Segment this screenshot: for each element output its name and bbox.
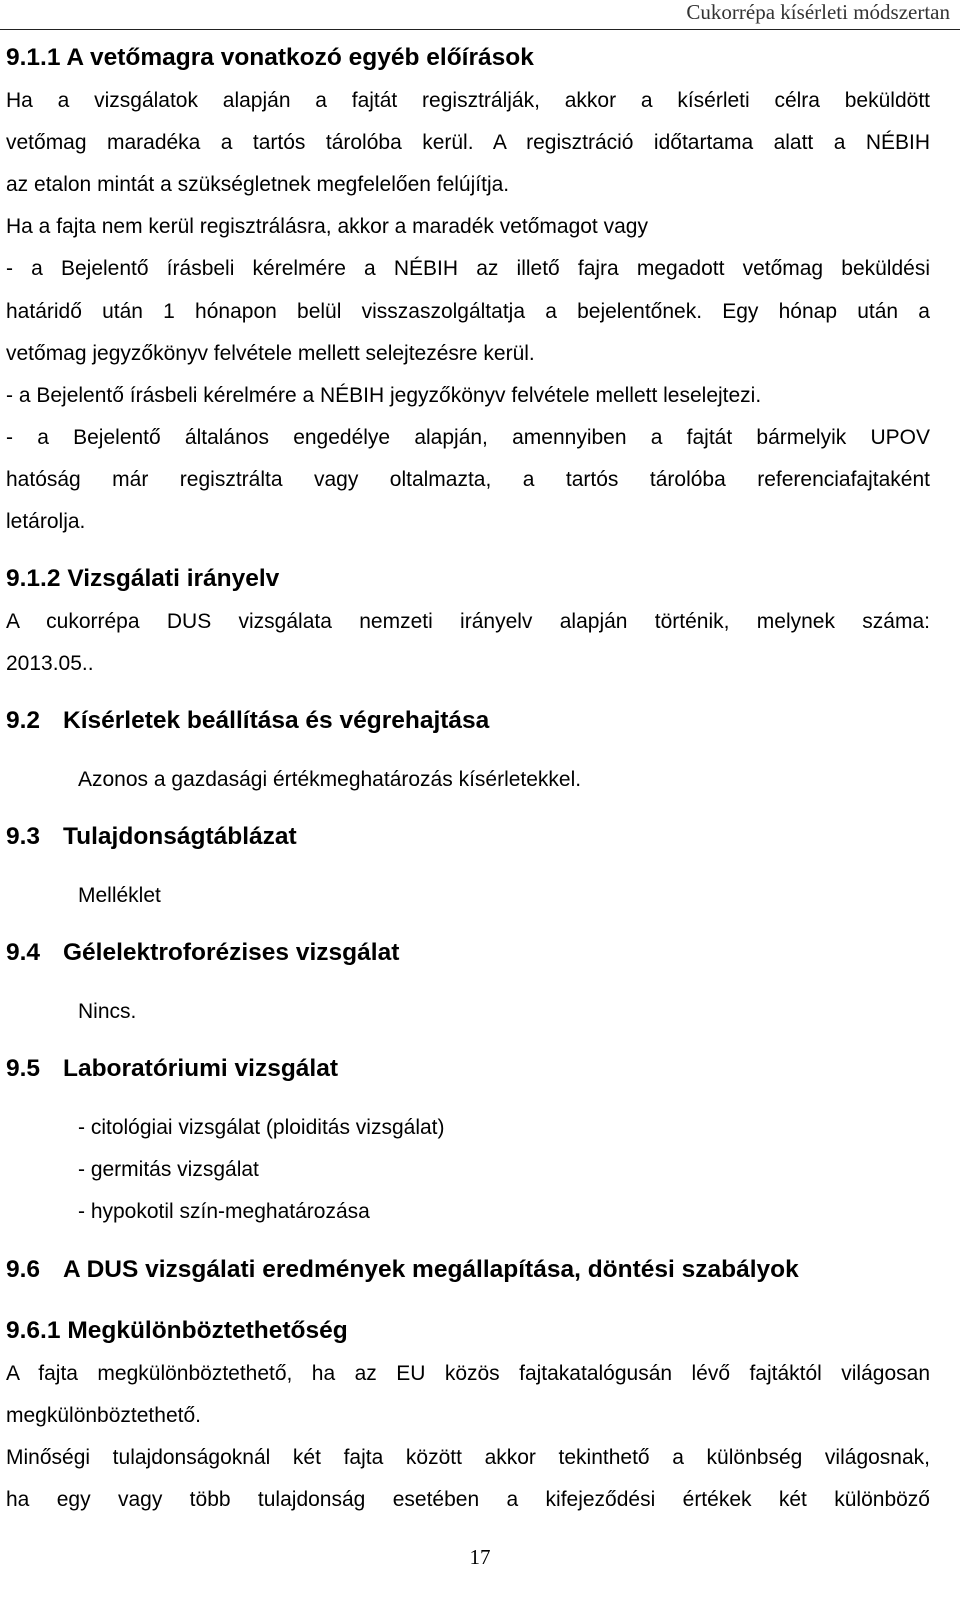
heading-title: Vizsgálati irányelv bbox=[67, 565, 280, 592]
paragraph-line: letárolja. bbox=[6, 510, 86, 533]
heading-number: 9.5 bbox=[6, 1055, 41, 1082]
heading-9-1-1 bbox=[6, 44, 534, 72]
paragraph-line: - a Bejelentő írásbeli kérelmére a NÉBIH az illető fajra megadott vetőmag beküldési bbox=[6, 257, 930, 280]
heading-number: 9.1.2 bbox=[6, 565, 61, 592]
heading-number: 9.2 bbox=[6, 707, 41, 734]
heading-number: 9.6 bbox=[6, 1256, 41, 1283]
heading-9-6-1 bbox=[6, 1317, 348, 1345]
paragraph-line: határidő után 1 hónapon belül visszaszolgáltatja a bejelentőnek. Egy hónap után a bbox=[6, 300, 930, 323]
list-item: - citológiai vizsgálat (ploiditás vizsgálat) bbox=[78, 1116, 445, 1139]
heading-number: 9.4 bbox=[6, 939, 41, 966]
heading-9-6 bbox=[6, 1256, 799, 1284]
heading-number: 9.1.1 bbox=[6, 44, 61, 71]
heading-9-1-2 bbox=[6, 565, 279, 593]
heading-9-5 bbox=[6, 1055, 338, 1083]
heading-title: Megkülönböztethetőség bbox=[67, 1317, 348, 1344]
paragraph-line: Ha a fajta nem kerül regisztrálásra, akkor a maradék vetőmagot vagy bbox=[6, 215, 648, 238]
paragraph-line: A fajta megkülönböztethető, ha az EU közös fajtakatalógusán lévő fajtáktól világosan bbox=[6, 1362, 930, 1385]
paragraph-line: Nincs. bbox=[78, 1000, 137, 1023]
paragraph-line: az etalon mintát a szükségletnek megfelelően felújítja. bbox=[6, 173, 510, 196]
running-header: Cukorrépa kísérleti módszertan bbox=[686, 0, 950, 24]
page-number: 17 bbox=[469, 1545, 491, 1569]
paragraph-line: vetőmag maradéka a tartós tárolóba kerül. A regisztráció időtartama alatt a NÉBIH bbox=[6, 131, 930, 154]
paragraph-line: hatóság már regisztrálta vagy oltalmazta, a tartós tárolóba referenciafajtaként bbox=[6, 468, 930, 491]
list-item: - hypokotil szín-meghatározása bbox=[78, 1200, 370, 1223]
paragraph-line: Melléklet bbox=[78, 884, 161, 907]
heading-title: A DUS vizsgálati eredmények megállapítása, döntési szabályok bbox=[63, 1256, 799, 1283]
paragraph-line: 2013.05.. bbox=[6, 652, 94, 675]
heading-number: 9.6.1 bbox=[6, 1317, 61, 1344]
paragraph-line: ha egy vagy több tulajdonság esetében a kifejeződési értékek két különböző bbox=[6, 1488, 930, 1511]
heading-title: Kísérletek beállítása és végrehajtása bbox=[63, 707, 490, 734]
header-rule bbox=[0, 29, 960, 30]
heading-number: 9.3 bbox=[6, 823, 41, 850]
heading-title: Laboratóriumi vizsgálat bbox=[63, 1055, 339, 1082]
paragraph-line: - a Bejelentő általános engedélye alapján, amennyiben a fajtát bármelyik UPOV bbox=[6, 426, 930, 449]
paragraph-line: A cukorrépa DUS vizsgálata nemzeti irányelv alapján történik, melynek száma: bbox=[6, 610, 930, 633]
heading-9-4 bbox=[6, 939, 399, 967]
list-item: - germitás vizsgálat bbox=[78, 1158, 259, 1181]
paragraph-line: Minőségi tulajdonságoknál két fajta között akkor tekinthető a különbség világosnak, bbox=[6, 1446, 930, 1469]
paragraph-line: - a Bejelentő írásbeli kérelmére a NÉBIH jegyzőkönyv felvétele mellett leselejtezi. bbox=[6, 384, 762, 407]
heading-title: A vetőmagra vonatkozó egyéb előírások bbox=[66, 44, 534, 71]
paragraph-line: vetőmag jegyzőkönyv felvétele mellett selejtezésre kerül. bbox=[6, 342, 535, 365]
heading-9-3 bbox=[6, 823, 297, 851]
heading-9-2 bbox=[6, 707, 489, 735]
paragraph-line: Azonos a gazdasági értékmeghatározás kísérletekkel. bbox=[78, 768, 582, 791]
paragraph-line: Ha a vizsgálatok alapján a fajtát regisztrálják, akkor a kísérleti célra beküldött bbox=[6, 89, 930, 112]
heading-title: Tulajdonságtáblázat bbox=[63, 823, 297, 850]
heading-title: Gélelektroforézises vizsgálat bbox=[63, 939, 400, 966]
paragraph-line: megkülönböztethető. bbox=[6, 1404, 201, 1427]
